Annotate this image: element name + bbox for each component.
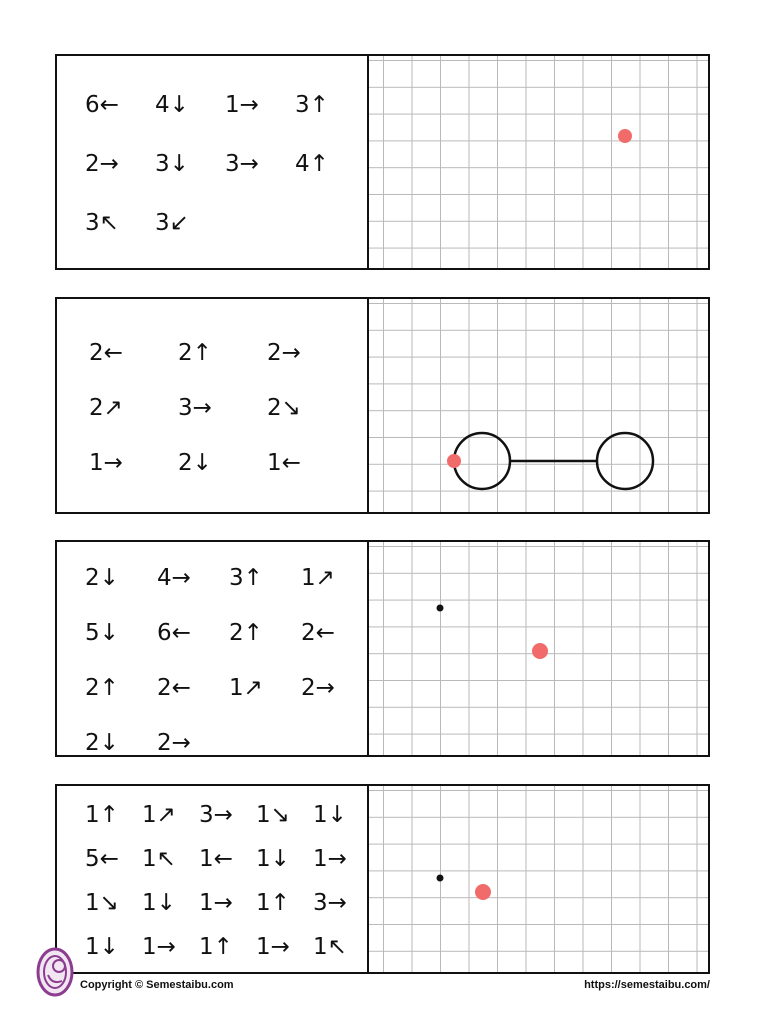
command: 1↖ xyxy=(313,934,347,960)
exercise-panel-1 xyxy=(55,54,710,270)
start-dot xyxy=(475,884,491,900)
instruction-list-1 xyxy=(57,56,369,268)
command: 1↓ xyxy=(313,802,347,828)
command: 6← xyxy=(157,620,191,646)
command: 1→ xyxy=(89,450,123,476)
drawing-grid-1[interactable] xyxy=(369,56,708,268)
command: 5↓ xyxy=(85,620,119,646)
command: 1↑ xyxy=(85,802,119,828)
command: 1← xyxy=(199,846,233,872)
grid-overlay-2 xyxy=(369,299,708,512)
reference-point xyxy=(437,605,444,612)
command: 3↖ xyxy=(85,210,119,236)
command: 3↑ xyxy=(229,565,263,591)
drawing-grid-4[interactable] xyxy=(369,786,708,972)
command: 2→ xyxy=(267,340,301,366)
instruction-list-3 xyxy=(57,542,369,755)
command: 3→ xyxy=(178,395,212,421)
command: 4↓ xyxy=(155,92,189,118)
command: 2← xyxy=(89,340,123,366)
command: 3↓ xyxy=(155,151,189,177)
command: 1↓ xyxy=(142,890,176,916)
command: 2← xyxy=(157,675,191,701)
command: 2↓ xyxy=(85,565,119,591)
command: 2↗ xyxy=(89,395,123,421)
drawing-grid-2[interactable] xyxy=(369,299,708,512)
exercise-panel-3 xyxy=(55,540,710,757)
command: 1↑ xyxy=(256,890,290,916)
example-circle-left xyxy=(454,433,510,489)
start-dot xyxy=(618,129,632,143)
command: 5← xyxy=(85,846,119,872)
command: 1↑ xyxy=(199,934,233,960)
command: 2← xyxy=(301,620,335,646)
command: 1↘ xyxy=(85,890,119,916)
command: 1↖ xyxy=(142,846,176,872)
command: 1↗ xyxy=(229,675,263,701)
command: 2↑ xyxy=(229,620,263,646)
command: 1← xyxy=(267,450,301,476)
command: 6← xyxy=(85,92,119,118)
command: 1→ xyxy=(199,890,233,916)
exercise-panel-4 xyxy=(55,784,710,974)
command: 1→ xyxy=(142,934,176,960)
command: 1↗ xyxy=(142,802,176,828)
drawing-grid-3[interactable] xyxy=(369,542,708,755)
baby-in-womb-logo-icon xyxy=(34,945,76,999)
instruction-list-4 xyxy=(57,786,369,972)
command: 1↘ xyxy=(256,802,290,828)
grid-overlay-1 xyxy=(369,56,708,268)
command: 2↓ xyxy=(85,730,119,756)
exercise-panel-2 xyxy=(55,297,710,514)
command: 2→ xyxy=(301,675,335,701)
grid-overlay-3 xyxy=(369,542,708,755)
command: 2↓ xyxy=(178,450,212,476)
grid-overlay-4 xyxy=(369,786,708,972)
reference-point xyxy=(437,875,444,882)
command: 1↗ xyxy=(301,565,335,591)
command: 2↑ xyxy=(85,675,119,701)
command: 1↓ xyxy=(256,846,290,872)
command: 3→ xyxy=(313,890,347,916)
copyright-text: Copyright © Semestaibu.com xyxy=(80,979,234,991)
instruction-list-2 xyxy=(57,299,369,512)
command: 2↑ xyxy=(178,340,212,366)
command: 4→ xyxy=(157,565,191,591)
command: 1↓ xyxy=(85,934,119,960)
command: 2↘ xyxy=(267,395,301,421)
command: 3↑ xyxy=(295,92,329,118)
command: 4↑ xyxy=(295,151,329,177)
start-dot xyxy=(447,454,461,468)
example-circle-right xyxy=(597,433,653,489)
command: 3→ xyxy=(199,802,233,828)
command: 2→ xyxy=(85,151,119,177)
website-link[interactable]: https://semestaibu.com/ xyxy=(584,979,710,991)
command: 1→ xyxy=(225,92,259,118)
command: 1→ xyxy=(313,846,347,872)
command: 3↙ xyxy=(155,210,189,236)
command: 1→ xyxy=(256,934,290,960)
start-dot xyxy=(532,643,548,659)
command: 3→ xyxy=(225,151,259,177)
command: 2→ xyxy=(157,730,191,756)
